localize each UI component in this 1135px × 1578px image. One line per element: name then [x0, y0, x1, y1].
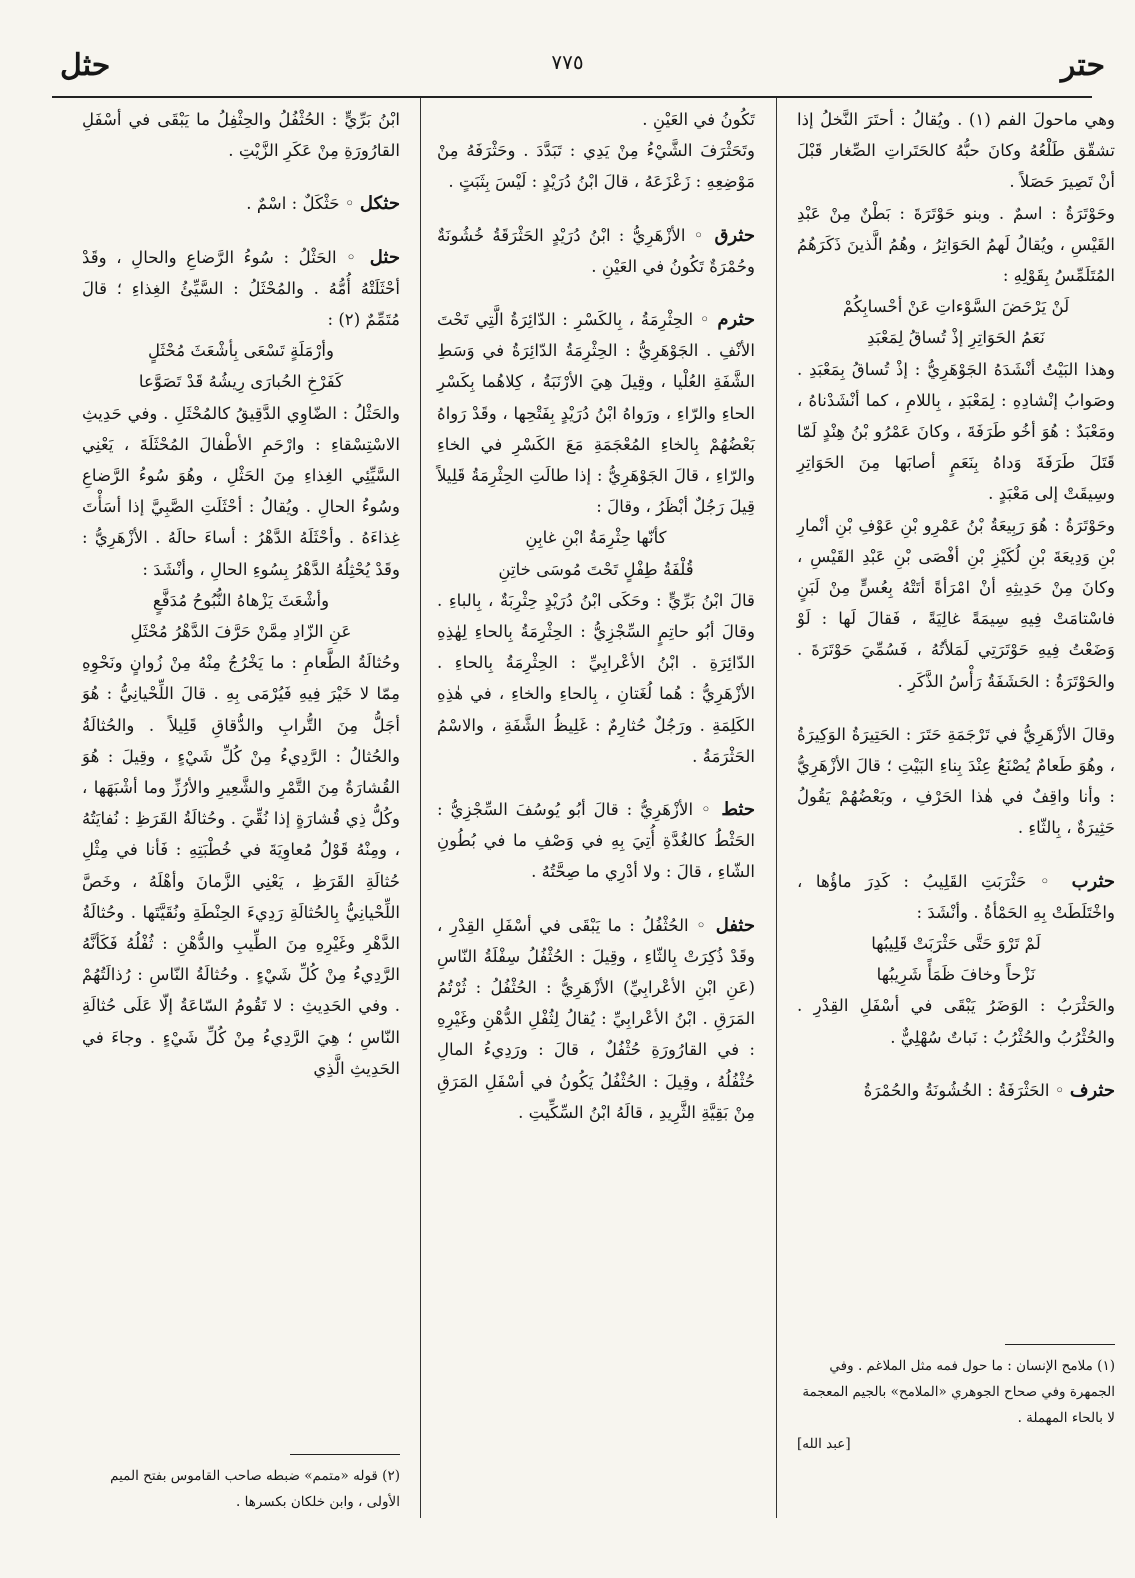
paragraph: تَكُونُ في العَيْنِ . [642, 110, 755, 129]
paragraph: وهي ماحولَ الفم (١) . ويُقالُ : أحتَرَ النَّخلُ إذا تشقّق طَلْعُهُ وكانَ حبُّهُ كالحَتَراتِ الصِّغار قَبْلَ أنْ تَصِيرَ حَصَلاً . [797, 110, 1115, 192]
entry-hathal: حثل ◦ الحَثْلُ : سُوءُ الرَّضاعِ والحالِ ، وقَدْ أحْثَلَتْهُ أُمُّهُ . والمُحْثَلُ : السَّيِّئُ الغِذاءِ ؛ قالَ مُتَمِّمٌ (٢) : وأرْمَلَةٍ تَسْعَى بِأشْعَثَ مُحْثَلٍ كَفَرْخِ الحُبارَى رِيشُهُ قَدْ تَصَوَّعا والحَثْلُ : الضّاوِي الدَّقِيقُ كالمُحْثَلِ . وفي حَدِيثِ الاسْتِسْقاءِ : وارْحَمِ الأطْفالَ المُحْثَلَةَ ، يَعْنِي السَّيِّئِي الغِذاءِ مِنَ الحَثْلِ ، وهُوَ سُوءُ الرَّضاعِ وسُوءُ الحالِ . ويُقالُ : أحْثَلَتِ الصَّبِيَّ إذا أسَأْتَ غِذاءَهُ . وأحْثَلَهُ الدَّهْرُ : أساءَ حالَهُ . الأزْهَرِيُّ : وقَدْ يُحْثِلُهُ الدَّهْرُ بِسُوءِ الحالِ ، وأنْشَدَ : وأشْعَثَ يَزْهاهُ النُّبُوحُ مُدَفَّعٍ عَنِ الزّادِ مِمَّنْ حَرَّفَ الدَّهْرُ مُحْثَلِ وحُثالَةُ الطَّعامِ : ما يَخْرُجُ مِنْهُ مِنْ زُوانٍ ونَحْوِهِ مِمّا لا خَيْرَ فِيهِ فَيُرْمَى بِهِ . قالَ اللِّحْيانِيُّ : هُوَ أجَلُّ مِنَ التُّرابِ والدُّقاقِ قَلِيلاً . والحُثالَةُ والحُثالُ : الرَّدِيءُ مِنْ كُلِّ شَيْءٍ ، وقِيلَ : هُوَ القُشارَةُ مِنَ التَّمْرِ والشَّعِيرِ والأرُزِّ وما أشْبَهَها ، وكُلُّ ذِي قُشارَةٍ إذا نُقِّيَ . وحُثالَةُ القَرَظِ : نُفايَتُهُ ، ومِنْهُ قَوْلُ مُعاوِيَةَ في خُطْبَتِهِ : فَأنا في مِثْلِ حُثالَةِ القَرَظِ ، يَعْنِي الزَّمانَ وأهْلَهُ ، وخَصَّ اللِّحْيانِيُّ بِالحُثالَةِ رَدِيءَ الحِنْطَةِ ونُقَيَّتَها . وحُثالَةُ الدَّهْرِ وغَيْرِهِ مِنَ الطِّيبِ والدُّهْنِ : ثُفْلُهُ فَكَأنَّهُ الرَّدِيءُ مِنْ كُلِّ شَيْءٍ . وحُثالَةُ النّاسِ : رُذالَتُهُمْ . وفي الحَدِيثِ : لا تَقُومُ السّاعَةُ إلّا عَلَى حُثالَةِ النّاسِ ؛ هِيَ الرَّدِيءُ مِنْ كُلِّ شَيْءٍ . وجاءَ في الحَدِيثِ الَّذِي [82, 242, 400, 1084]
paragraph: حَثْرَبَتِ القَلِيبُ : كَدِرَ ماؤُها ، واخْتَلَطَتْ بِهِ الحَمْأةُ . وأنْشَدَ : [797, 871, 1115, 922]
headword: حثط [721, 799, 755, 821]
running-head-right: حتر [1060, 48, 1105, 83]
entry-hathfal: حثفل ◦ الحُثْفُلُ : ما يَبْقَى في أسْفَلِ القِدْرِ ، وقَدْ ذُكِرَتْ بِالثّاءِ ، وقِيلَ : الحُثْفُلُ سِفْلَةُ النّاسِ (عَنِ ابْنِ الأعْرابِيِّ) الأزْهَرِيُّ : الحُثْفُلُ : ثُرْتُمُ المَرَقِ . ابْنُ الأعْرابِيِّ : يُقالُ لِثُفْلِ الدُّهْنِ وغَيْرِهِ : في القارُورَةِ حُثْفُلٌ ، قالَ : ورَدِيءُ المالِ حُثْفُلُهُ ، وقِيلَ : الحُثْفُلُ يَكُونُ في أسْفَلِ المَرَقِ مِنْ بَقِيَّةِ الثَّرِيدِ ، قالَهُ ابْنُ السِّكِّيتِ . [437, 914, 755, 1122]
paragraph: ابْنُ بَرِّيٍّ : الحُثْفُلُ والحِثْفِلُ ما يَبْقَى في أسْفَلِ القارُورَةِ مِنْ عَكَرِ الزَّيْتِ . [82, 110, 400, 161]
headword: حثرم [717, 309, 756, 331]
entry-hathraq: حثرق ◦ الأزْهَرِيُّ : ابْنُ دُرَيْدٍ الحَثْرَقَةُ خُشُونَةٌ وحُمْرَةٌ تَكُونُ في العَيْنِ . [437, 224, 755, 276]
entry-hathraf: حثرف ◦ الحَثْرَفَةُ : الخُشُونَةُ والحُمْرَةُ [863, 1079, 1115, 1101]
paragraph: الحُثْفُلُ : ما يَبْقَى في أسْفَلِ القِدْرِ ، وقَدْ ذُكِرَتْ بِالثّاءِ ، وقِيلَ : الحُثْفُلُ سِفْلَةُ النّاسِ (عَنِ ابْنِ الأعْرابِيِّ) الأزْهَرِيُّ : الحُثْفُلُ : ثُرْتُمُ المَرَقِ . ابْنُ الأعْرابِيِّ : يُقالُ لِثُفْلِ الدُّهْنِ وغَيْرِهِ : في القارُورَةِ حُثْفُلٌ ، قالَ : ورَدِيءُ المالِ حُثْفُلُهُ ، وقِيلَ : الحُثْفُلُ يَكُونُ في أسْفَلِ المَرَقِ مِنْ بَقِيَّةِ الثَّرِيدِ ، قالَهُ ابْنُ السِّكِّيتِ . [437, 915, 755, 1122]
verse-line: لَمْ تَرْوَ حَتَّى حَثْرَبَتْ قَلِيبُها [871, 934, 1041, 954]
paragraph: قالَ ابْنُ بَرِّيٍّ : وحَكَى ابْنُ دُرَيْدٍ حِثْرِبَةٌ ، بِالباءِ . وقالَ أبُو حاتِمٍ السِّجْزِيُّ : الحِثْرِمَةُ بِالحاءِ لِهٰذِهِ الدّائِرَةِ . ابْنُ الأعْرابِيِّ : الحِثْرِمَةُ بِالحاءِ . الأزْهَرِيُّ : هُما لُغَتانِ ، بِالحاءِ والخاءِ ، في هٰذِهِ الكَلِمَةِ . ورَجُلٌ حُثارِمٌ : غَلِيظُ الشَّفَةِ ، والاسْمُ الحَثْرَمَةُ . [437, 590, 755, 766]
page-number: ٧٧٥ [551, 50, 584, 74]
entry-hathraf-cont [437, 104, 755, 198]
verse-line: نَزْحاً وخافَ ظَمَأً شَرِيبُها [876, 965, 1036, 985]
entry-hathfal-cont [82, 104, 400, 166]
headword: حثكل [359, 193, 400, 215]
headword: حثفل [715, 914, 755, 936]
paragraph: الحَثْرَفَةُ : الخُشُونَةُ والحُمْرَةُ [863, 1080, 1050, 1100]
paragraph: وهذا البَيْتُ أنْشَدَهُ الجَوْهَرِيُّ : إذْ تُساقُ بِمَعْبَدِ . وصَوابُ إنْشادِهِ : لِمَعْبَدِ ، بِاللامِ ، كما أنْشَدْناهُ ، ومَعْبَدٌ : هُوَ أخُو طَرَفَةَ ، وكانَ عَمْرُو بْنُ هِنْدٍ لَمّا قَتَلَ طَرَفَةَ وَداهُ بِنَعَمٍ أصابَها مِنَ الحَوَاتِرِ وسِيقَتْ إلى مَعْبَدٍ . [797, 359, 1115, 504]
column-middle [437, 104, 755, 1150]
verse-line: وأشْعَثَ يَزْهاهُ النُّبُوحُ مُدَفَّعٍ [152, 590, 330, 610]
column-right [797, 104, 1115, 1128]
paragraph: حَثْكَلٌ : اسْمٌ . [246, 194, 340, 214]
verse-line: نَعَمُ الحَوَاتِرِ إذْ تُساقُ لِمَعْبَدِ [867, 328, 1045, 348]
entry-hatht: حثط ◦ الأزْهَرِيُّ : قالَ أبُو يُوسُفَ السِّجْزِيُّ : الحَثْطُ كالغُدَّةِ أُتِيَ بِهِ في وَصْفِ ما في بُطُونِ الشّاءِ ، قالَ : ولا أدْرِي ما صِحَّتُهُ . [437, 799, 755, 882]
column-divider-1 [776, 98, 777, 1518]
entry-hatar-cont [797, 104, 1115, 697]
verse-line: قُلْفَةُ طِفْلٍ تَحْتَ مُوسَى خاتِنِ [498, 559, 694, 579]
verse-line: كَفَرْخِ الحُبارَى رِيشُهُ قَدْ تَصَوَّعا [138, 372, 344, 392]
verse-line: كأنّها حِثْرِمَةُ ابْنِ غابِنِ [525, 528, 667, 548]
footnote-left [82, 1440, 400, 1515]
verse-line: عَنِ الزّادِ مِمَّنْ حَرَّفَ الدَّهْرُ مُحْثَلِ [130, 622, 352, 642]
paragraph: الحِثْرِمَةُ ، بِالكَسْرِ : الدّائِرَةُ الَّتِي تَحْتَ الأنْفِ . الجَوْهَرِيُّ : الحِثْرِمَةُ الدّائِرَةُ في وَسَطِ الشَّفَةِ العُلْيا ، وقِيلَ هِيَ الأرْنَبَةُ ، كِلاهُما بِكَسْرِ الحاءِ والرّاءِ ، ورَواهُ ابْنُ دُرَيْدٍ بِفَتْحِها ، وقَدْ رَواهُ بَعْضُهُمْ بِالخاءِ المُعْجَمَةِ مَعَ الكَسْرِ في الخاءِ والرّاءِ ، قالَ الجَوْهَرِيُّ : إذا طالَتِ الحِثْرِمَةُ قَلِيلاً قِيلَ رَجُلٌ أبْظَرُ ، وقالَ : [437, 310, 755, 517]
entry-hathkal: حثكل ◦ حَثْكَلٌ : اسْمٌ . [246, 193, 400, 215]
footnote-right [797, 1330, 1115, 1457]
headword: حثل [369, 246, 400, 268]
footnote-rule [1005, 1344, 1115, 1345]
headword: حثرق [714, 224, 755, 246]
entry-hathram: حثرم ◦ الحِثْرِمَةُ ، بِالكَسْرِ : الدّائِرَةُ الَّتِي تَحْتَ الأنْفِ . الجَوْهَرِيُّ : الحِثْرِمَةُ الدّائِرَةُ في وَسَطِ الشَّفَةِ العُلْيا ، وقِيلَ هِيَ الأرْنَبَةُ ، كِلاهُما بِكَسْرِ الحاءِ والرّاءِ ، ورَواهُ ابْنُ دُرَيْدٍ بِفَتْحِها ، وقَدْ رَواهُ بَعْضُهُمْ بِالخاءِ المُعْجَمَةِ مَعَ الكَسْرِ في الخاءِ والرّاءِ ، قالَ الجَوْهَرِيُّ : إذا طالَتِ الحِثْرِمَةُ قَلِيلاً قِيلَ رَجُلٌ أبْظَرُ ، وقالَ : كأنّها حِثْرِمَةُ ابْنِ غابِنِ قُلْفَةُ طِفْلٍ تَحْتَ مُوسَى خاتِنِ قالَ ابْنُ بَرِّيٍّ : وحَكَى ابْنُ دُرَيْدٍ حِثْرِبَةٌ ، بِالباءِ . وقالَ أبُو حاتِمٍ السِّجْزِيُّ : الحِثْرِمَةُ بِالحاءِ لِهٰذِهِ الدّائِرَةِ . ابْنُ الأعْرابِيِّ : الحِثْرِمَةُ بِالحاءِ . الأزْهَرِيُّ : هُما لُغَتانِ ، بِالحاءِ والخاءِ ، في هٰذِهِ الكَلِمَةِ . ورَجُلٌ حُثارِمٌ : غَلِيظُ الشَّفَةِ ، والاسْمُ الحَثْرَمَةُ . [437, 304, 755, 772]
paragraph: وقالَ الأزْهَرِيُّ في تَرْجَمَةِ حَتَرَ : الحَتِيرَةُ الوَكِيرَةُ ، وهُوَ طَعامٌ يُصْنَعُ عِنْدَ بِناءِ البَيْتِ ؛ قالَ الأزْهَرِيُّ : وأنا واقِفٌ في هٰذا الحَرْفِ ، وبَعْضُهُمْ يَقُولُ حَثِيرَةٌ ، بِالثّاءِ . [797, 724, 1115, 838]
paragraph: الأزْهَرِيُّ : ابْنُ دُرَيْدٍ الحَثْرَقَةُ خُشُونَةٌ وحُمْرَةٌ تَكُونُ في العَيْنِ . [437, 225, 755, 276]
verse-line: لَنْ يَرْحَضَ السَّوْءاتِ عَنْ أحْسابِكُمْ [842, 297, 1070, 317]
column-left [82, 104, 400, 1106]
footnote-text: (٢) قوله «متمم» ضبطه صاحب القاموس بفتح الميم الأولى ، وابن خلكان بكسرها . [110, 1468, 400, 1510]
headword: حثرف [1069, 1079, 1115, 1101]
paragraph: وحُثالَةُ الطَّعامِ : ما يَخْرُجُ مِنْهُ مِنْ زُوانٍ ونَحْوِهِ مِمّا لا خَيْرَ فِيهِ فَيُرْمَى بِهِ . قالَ اللِّحْيانِيُّ : هُوَ أجَلُّ مِنَ التُّرابِ والدُّقاقِ قَلِيلاً . والحُثالَةُ والحُثالُ : الرَّدِيءُ مِنْ كُلِّ شَيْءٍ ، وقِيلَ : هُوَ القُشارَةُ مِنَ التَّمْرِ والشَّعِيرِ والأرُزِّ وما أشْبَهَها ، وكُلُّ ذِي قُشارَةٍ إذا نُقِّيَ . وحُثالَةُ القَرَظِ : نُفايَتُهُ ، ومِنْهُ قَوْلُ مُعاوِيَةَ في خُطْبَتِهِ : فَأنا في مِثْلِ حُثالَةِ القَرَظِ ، يَعْنِي الزَّمانَ وأهْلَهُ ، وخَصَّ اللِّحْيانِيُّ بِالحُثالَةِ رَدِيءَ الحِنْطَةِ ونُقَيَّتَها . وحُثالَةُ الدَّهْرِ وغَيْرِهِ مِنَ الطِّيبِ والدُّهْنِ : ثُفْلُهُ فَكَأنَّهُ الرَّدِيءُ مِنْ كُلِّ شَيْءٍ . وحُثالَةُ النّاسِ : رُذالَتُهُمْ . وفي الحَدِيثِ : لا تَقُومُ السّاعَةُ إلّا عَلَى حُثالَةِ النّاسِ ؛ هِيَ الرَّدِيءُ مِنْ كُلِّ شَيْءٍ . وجاءَ في الحَدِيثِ الَّذِي [82, 653, 400, 1078]
paragraph: والحَثْرَبُ : الوَضَرُ يَبْقَى في أسْفَلِ القِدْرِ . والحُثْرُبُ والحُثْرُبُ : نَباتٌ سُهْلِيٌّ . [797, 996, 1115, 1047]
paragraph: وتَحَثْرَفَ الشَّيْءُ مِنْ يَدِي : تَبَدَّدَ . وحَثْرَفَهُ مِنْ مَوْضِعِهِ : زَعْزَعَهُ ، قالَ ابْنُ دُرَيْدٍ : لَيْسَ بِثَبَتٍ . [437, 141, 755, 192]
entry-hathrab: حثرب ◦ حَثْرَبَتِ القَلِيبُ : كَدِرَ ماؤُها ، واخْتَلَطَتْ بِهِ الحَمْأةُ . وأنْشَدَ : لَمْ تَرْوَ حَتَّى حَثْرَبَتْ قَلِيبُها نَزْحاً وخافَ ظَمَأً شَرِيبُها والحَثْرَبُ : الوَضَرُ يَبْقَى في أسْفَلِ القِدْرِ . والحُثْرُبُ والحُثْرُبُ : نَباتٌ سُهْلِيٌّ . [797, 866, 1115, 1053]
footnote-rule [290, 1454, 400, 1455]
header-rule [52, 96, 1092, 98]
footnote-text: (١) ملامح الإنسان : ما حول فمه مثل الملاغم . وفي الجمهرة وفي صحاح الجوهري «الملامح» بالجيم المعجمة لا بالحاء المهملة . [802, 1358, 1115, 1426]
footnote-signature: [عبد الله] [797, 1436, 851, 1452]
paragraph: وحَوْتَرَةُ : اسمٌ . وبنو حَوْتَرَةَ : بَطْنٌ مِنْ عَبْدِ القَيْسِ ، ويُقالُ لَهمُ الحَوَاتِرُ ، وهُمُ الَّذينَ ذَكَرَهُمُ المُتَلَمِّسُ بِقَوْلِهِ : [797, 203, 1115, 286]
headword: حثرب [1071, 870, 1115, 892]
entry-hatar-azhari [797, 719, 1115, 844]
running-head-left: حثل [60, 48, 111, 83]
paragraph: والحَثْلُ : الضّاوِي الدَّقِيقُ كالمُحْثَلِ . وفي حَدِيثِ الاسْتِسْقاءِ : وارْحَمِ الأطْفالَ المُحْثَلَةَ ، يَعْنِي السَّيِّئِي الغِذاءِ مِنَ الحَثْلِ ، وهُوَ سُوءُ الرَّضاعِ وسُوءُ الحالِ . ويُقالُ : أحْثَلَتِ الصَّبِيَّ إذا أسَأْتَ غِذاءَهُ . وأحْثَلَهُ الدَّهْرُ : أساءَ حالَهُ . الأزْهَرِيُّ : وقَدْ يُحْثِلُهُ الدَّهْرُ بِسُوءِ الحالِ ، وأنْشَدَ : [82, 403, 400, 579]
paragraph: الأزْهَرِيُّ : قالَ أبُو يُوسُفَ السِّجْزِيُّ : الحَثْطُ كالغُدَّةِ أُتِيَ بِهِ في وَصْفِ ما في بُطُونِ الشّاءِ ، قالَ : ولا أدْرِي ما صِحَّتُهُ . [437, 800, 755, 882]
paragraph: الحَثْلُ : سُوءُ الرَّضاعِ والحالِ ، وقَدْ أحْثَلَتْهُ أُمُّهُ . والمُحْثَلُ : السَّيِّئُ الغِذاءِ ؛ قالَ مُتَمِّمٌ (٢) : [82, 247, 400, 330]
verse-line: وأرْمَلَةٍ تَسْعَى بِأشْعَثَ مُحْثَلٍ [147, 341, 335, 361]
column-divider-2 [420, 98, 421, 1518]
paragraph: وحَوْتَرَةُ : هُوَ رَبِيعَةُ بْنُ عَمْرِو بْنِ عَوْفِ بْنِ أنْمارِ بْنِ وَدِيعَةَ بْنِ لُكَيْزِ بْنِ أفْصَى بْنِ عَبْدِ القَيْسِ ، وكانَ مِنْ حَدِيثِهِ أنْ امْرَأةً أتَتْهُ بِعُسٍّ مِنْ لَبَنٍ فاسْتامَتْ فِيهِ سِيمَةً غالِيَةً ، فَقالَ لَها : لَوْ وَضَعْتُ فِيهِ حَوْتَرَتِي لَمَلأتُهُ ، فَسُمِّيَ حَوْتَرَةَ . والحَوْتَرَةُ : الحَشَفَةُ رَأْسُ الذَّكَرِ . [797, 515, 1115, 691]
